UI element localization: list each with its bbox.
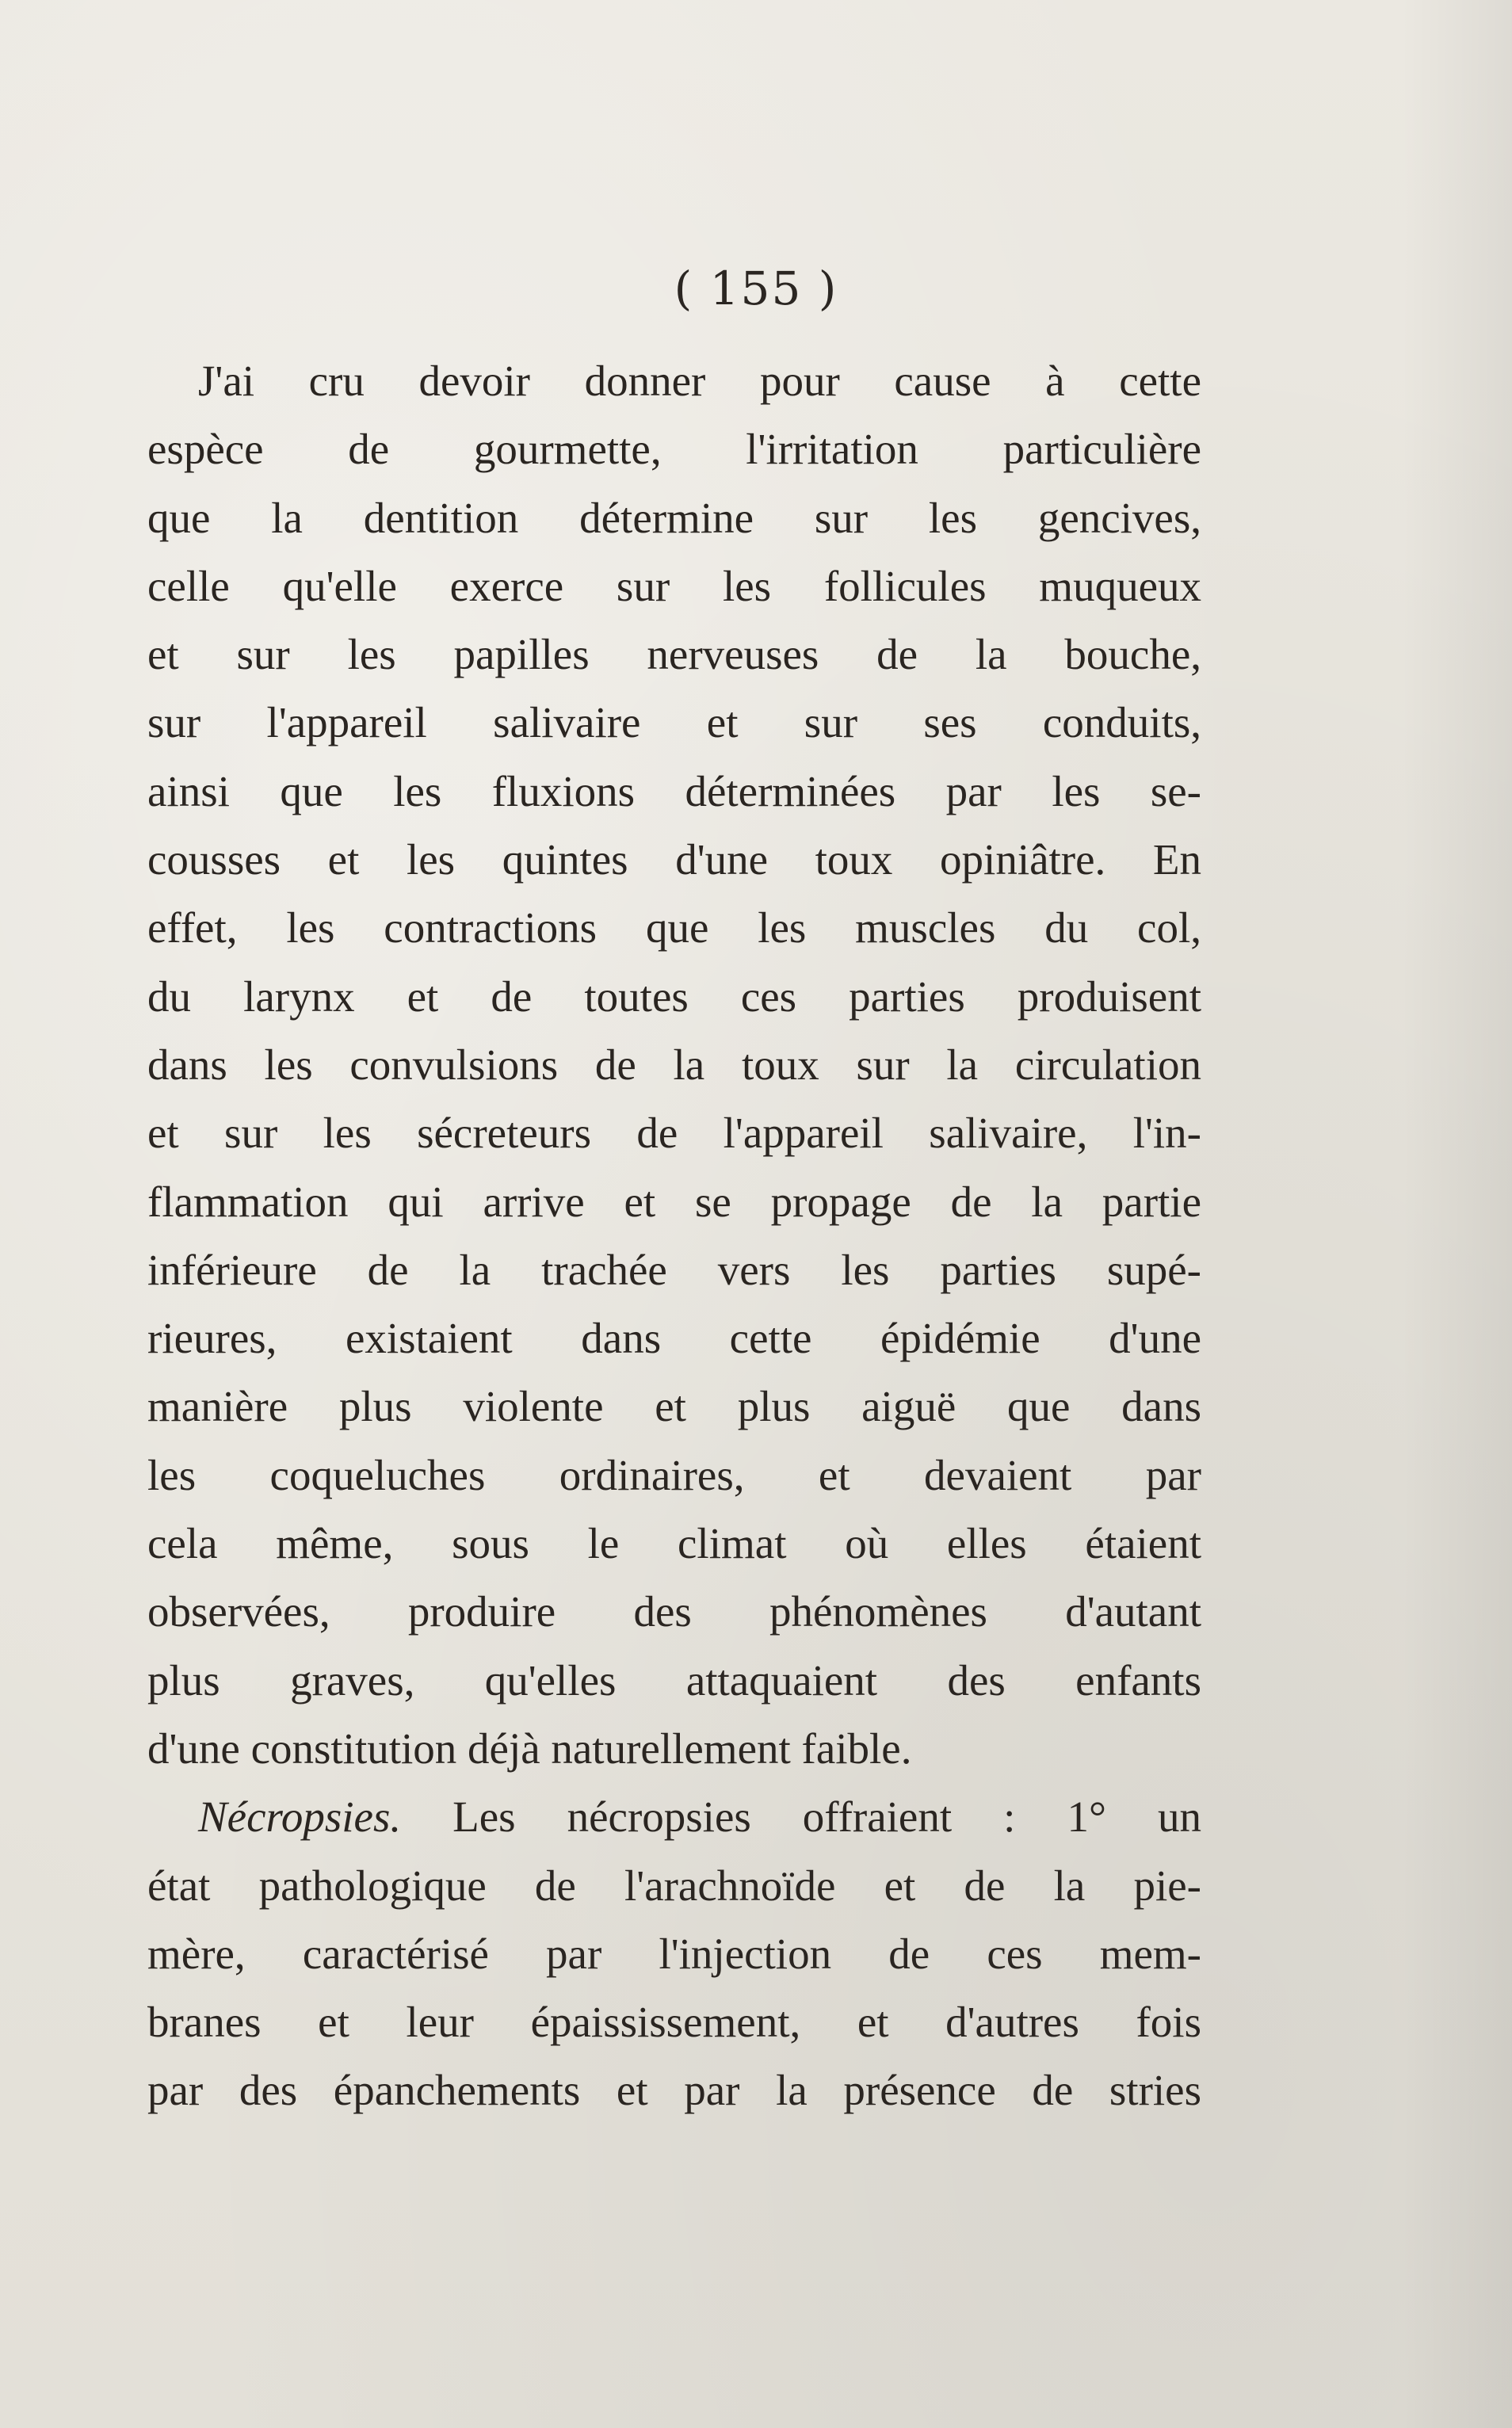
necropsy-heading: Nécropsies. <box>198 1792 402 1842</box>
text-line: par des épanchements et par la présence de stries <box>147 2066 1201 2115</box>
text-line: ainsi que les fluxions déterminées par les se- <box>147 766 1201 815</box>
text-line: celle qu'elle exerce sur les follicules muqueux <box>147 561 1201 610</box>
text-line: état pathologique de l'arachnoïde et de la pie- <box>147 1861 1201 1910</box>
text-line: cousses et les quintes d'une toux opiniâtre. En <box>147 835 1201 884</box>
text-line: d'une constitution déjà naturellement faible. <box>147 1724 912 1773</box>
text-line: dans les convulsions de la toux sur la circulation <box>147 1040 1201 1089</box>
text-line: rieures, existaient dans cette épidémie d'une <box>147 1314 1201 1363</box>
text-line: et sur les papilles nerveuses de la bouche, <box>147 630 1201 679</box>
text-line: effet, les contractions que les muscles du col, <box>147 903 1201 952</box>
necropsy-first-line <box>147 1783 1201 1851</box>
text-line: espèce de gourmette, l'irritation particulière <box>147 425 1201 474</box>
body-text <box>147 347 1201 2125</box>
text-line: manière plus violente et plus aiguë que dans <box>147 1382 1201 1431</box>
text-line: mère, caractérisé par l'injection de ces mem- <box>147 1929 1201 1978</box>
text-line: plus graves, qu'elles attaquaient des enfants <box>147 1655 1201 1705</box>
text-line: du larynx et de toutes ces parties produisent <box>147 972 1201 1021</box>
text-line: inférieure de la trachée vers les parties supé- <box>147 1245 1201 1294</box>
text-line: que la dentition détermine sur les gencives, <box>147 493 1201 542</box>
text-line: observées, produire des phénomènes d'autant <box>147 1587 1201 1636</box>
page-number: ( 155 ) <box>674 262 838 315</box>
text-line: J'ai cru devoir donner pour cause à cette <box>198 357 1201 405</box>
necropsy-first-line-text: Les nécropsies offraient : 1° un <box>452 1792 1202 1842</box>
text-line: flammation qui arrive et se propage de la partie <box>147 1177 1201 1226</box>
text-line: cela même, sous le climat où elles étaient <box>147 1519 1201 1568</box>
text-line: et sur les sécreteurs de l'appareil salivaire, l'in- <box>147 1109 1201 1158</box>
text-line: branes et leur épaississement, et d'autres fois <box>147 1998 1201 2047</box>
page-shadow <box>1401 0 1512 2428</box>
text-line: sur l'appareil salivaire et sur ses conduits, <box>147 698 1201 747</box>
text-line: les coqueluches ordinaires, et devaient par <box>147 1450 1201 1499</box>
